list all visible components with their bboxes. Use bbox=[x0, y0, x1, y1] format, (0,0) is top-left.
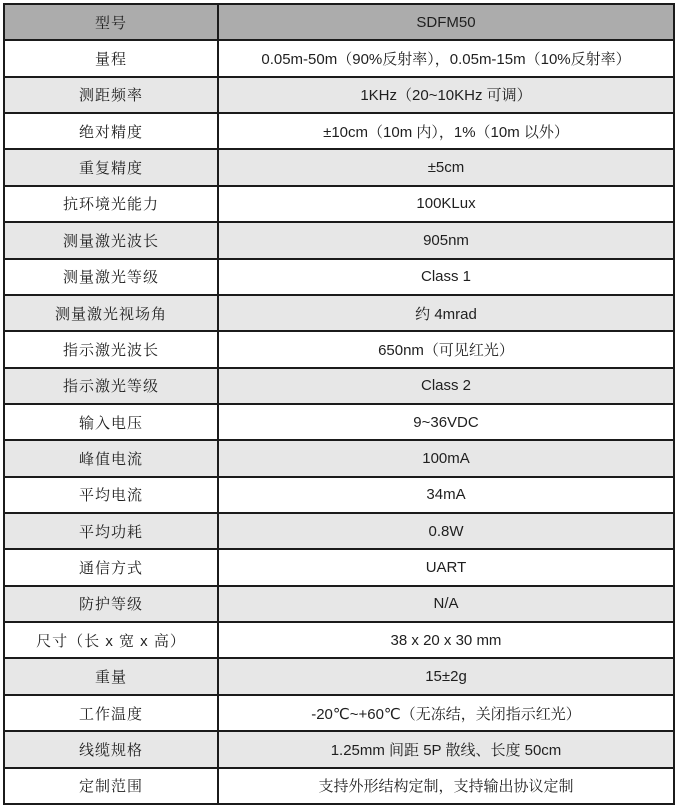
spec-label-cell: 重量 bbox=[4, 658, 218, 694]
spec-label-cell: 测量激光波长 bbox=[4, 222, 218, 258]
spec-value-cell: 15±2g bbox=[218, 658, 674, 694]
table-row bbox=[4, 440, 674, 476]
table-row bbox=[4, 768, 674, 804]
spec-value-cell: 905nm bbox=[218, 222, 674, 258]
spec-value-cell: Class 2 bbox=[218, 368, 674, 404]
spec-label-cell: 工作温度 bbox=[4, 695, 218, 731]
spec-value-cell: 约 4mrad bbox=[218, 295, 674, 331]
table-row bbox=[4, 149, 674, 185]
spec-value-cell: N/A bbox=[218, 586, 674, 622]
spec-label-cell: 重复精度 bbox=[4, 149, 218, 185]
spec-table bbox=[3, 3, 675, 805]
spec-label-cell: 线缆规格 bbox=[4, 731, 218, 767]
spec-value-cell: 34mA bbox=[218, 477, 674, 513]
table-row bbox=[4, 4, 674, 40]
spec-value-cell: 0.05m-50m（90%反射率），0.05m-15m（10%反射率） bbox=[218, 40, 674, 76]
spec-label-cell: 型号 bbox=[4, 4, 218, 40]
table-row bbox=[4, 186, 674, 222]
spec-label-cell: 平均功耗 bbox=[4, 513, 218, 549]
spec-label-cell: 量程 bbox=[4, 40, 218, 76]
table-row bbox=[4, 695, 674, 731]
table-row bbox=[4, 368, 674, 404]
spec-value-cell: 0.8W bbox=[218, 513, 674, 549]
table-row bbox=[4, 731, 674, 767]
spec-label-cell: 防护等级 bbox=[4, 586, 218, 622]
spec-value-cell: -20℃~+60℃（无冻结，关闭指示红光） bbox=[218, 695, 674, 731]
spec-value-cell: 650nm（可见红光） bbox=[218, 331, 674, 367]
spec-value-cell: 100mA bbox=[218, 440, 674, 476]
table-row bbox=[4, 259, 674, 295]
spec-label-cell: 绝对精度 bbox=[4, 113, 218, 149]
table-row bbox=[4, 295, 674, 331]
spec-label-cell: 指示激光波长 bbox=[4, 331, 218, 367]
spec-label-cell: 测量激光等级 bbox=[4, 259, 218, 295]
spec-label-cell: 抗环境光能力 bbox=[4, 186, 218, 222]
spec-label-cell: 测距频率 bbox=[4, 77, 218, 113]
table-row bbox=[4, 331, 674, 367]
table-row bbox=[4, 513, 674, 549]
spec-label-cell: 峰值电流 bbox=[4, 440, 218, 476]
spec-value-cell: 9~36VDC bbox=[218, 404, 674, 440]
spec-label-cell: 测量激光视场角 bbox=[4, 295, 218, 331]
spec-value-cell: ±10cm（10m 内），1%（10m 以外） bbox=[218, 113, 674, 149]
spec-value-cell: 1KHz（20~10KHz 可调） bbox=[218, 77, 674, 113]
spec-label-cell: 定制范围 bbox=[4, 768, 218, 804]
spec-label-cell: 指示激光等级 bbox=[4, 368, 218, 404]
spec-label-cell: 通信方式 bbox=[4, 549, 218, 585]
spec-value-cell: 1.25mm 间距 5P 散线、长度 50cm bbox=[218, 731, 674, 767]
spec-value-cell: Class 1 bbox=[218, 259, 674, 295]
spec-table-body bbox=[4, 4, 674, 804]
spec-label-cell: 输入电压 bbox=[4, 404, 218, 440]
spec-value-cell: ±5cm bbox=[218, 149, 674, 185]
table-row bbox=[4, 622, 674, 658]
table-row bbox=[4, 658, 674, 694]
spec-label-cell: 平均电流 bbox=[4, 477, 218, 513]
table-row bbox=[4, 77, 674, 113]
table-row bbox=[4, 113, 674, 149]
table-row bbox=[4, 549, 674, 585]
table-row bbox=[4, 40, 674, 76]
spec-value-cell: 支持外形结构定制，支持输出协议定制 bbox=[218, 768, 674, 804]
spec-value-cell: 38 x 20 x 30 mm bbox=[218, 622, 674, 658]
table-row bbox=[4, 477, 674, 513]
spec-label-cell: 尺寸（长 x 宽 x 高） bbox=[4, 622, 218, 658]
spec-value-cell: 100KLux bbox=[218, 186, 674, 222]
spec-value-cell: SDFM50 bbox=[218, 4, 674, 40]
spec-value-cell: UART bbox=[218, 549, 674, 585]
table-row bbox=[4, 404, 674, 440]
table-row bbox=[4, 222, 674, 258]
table-row bbox=[4, 586, 674, 622]
